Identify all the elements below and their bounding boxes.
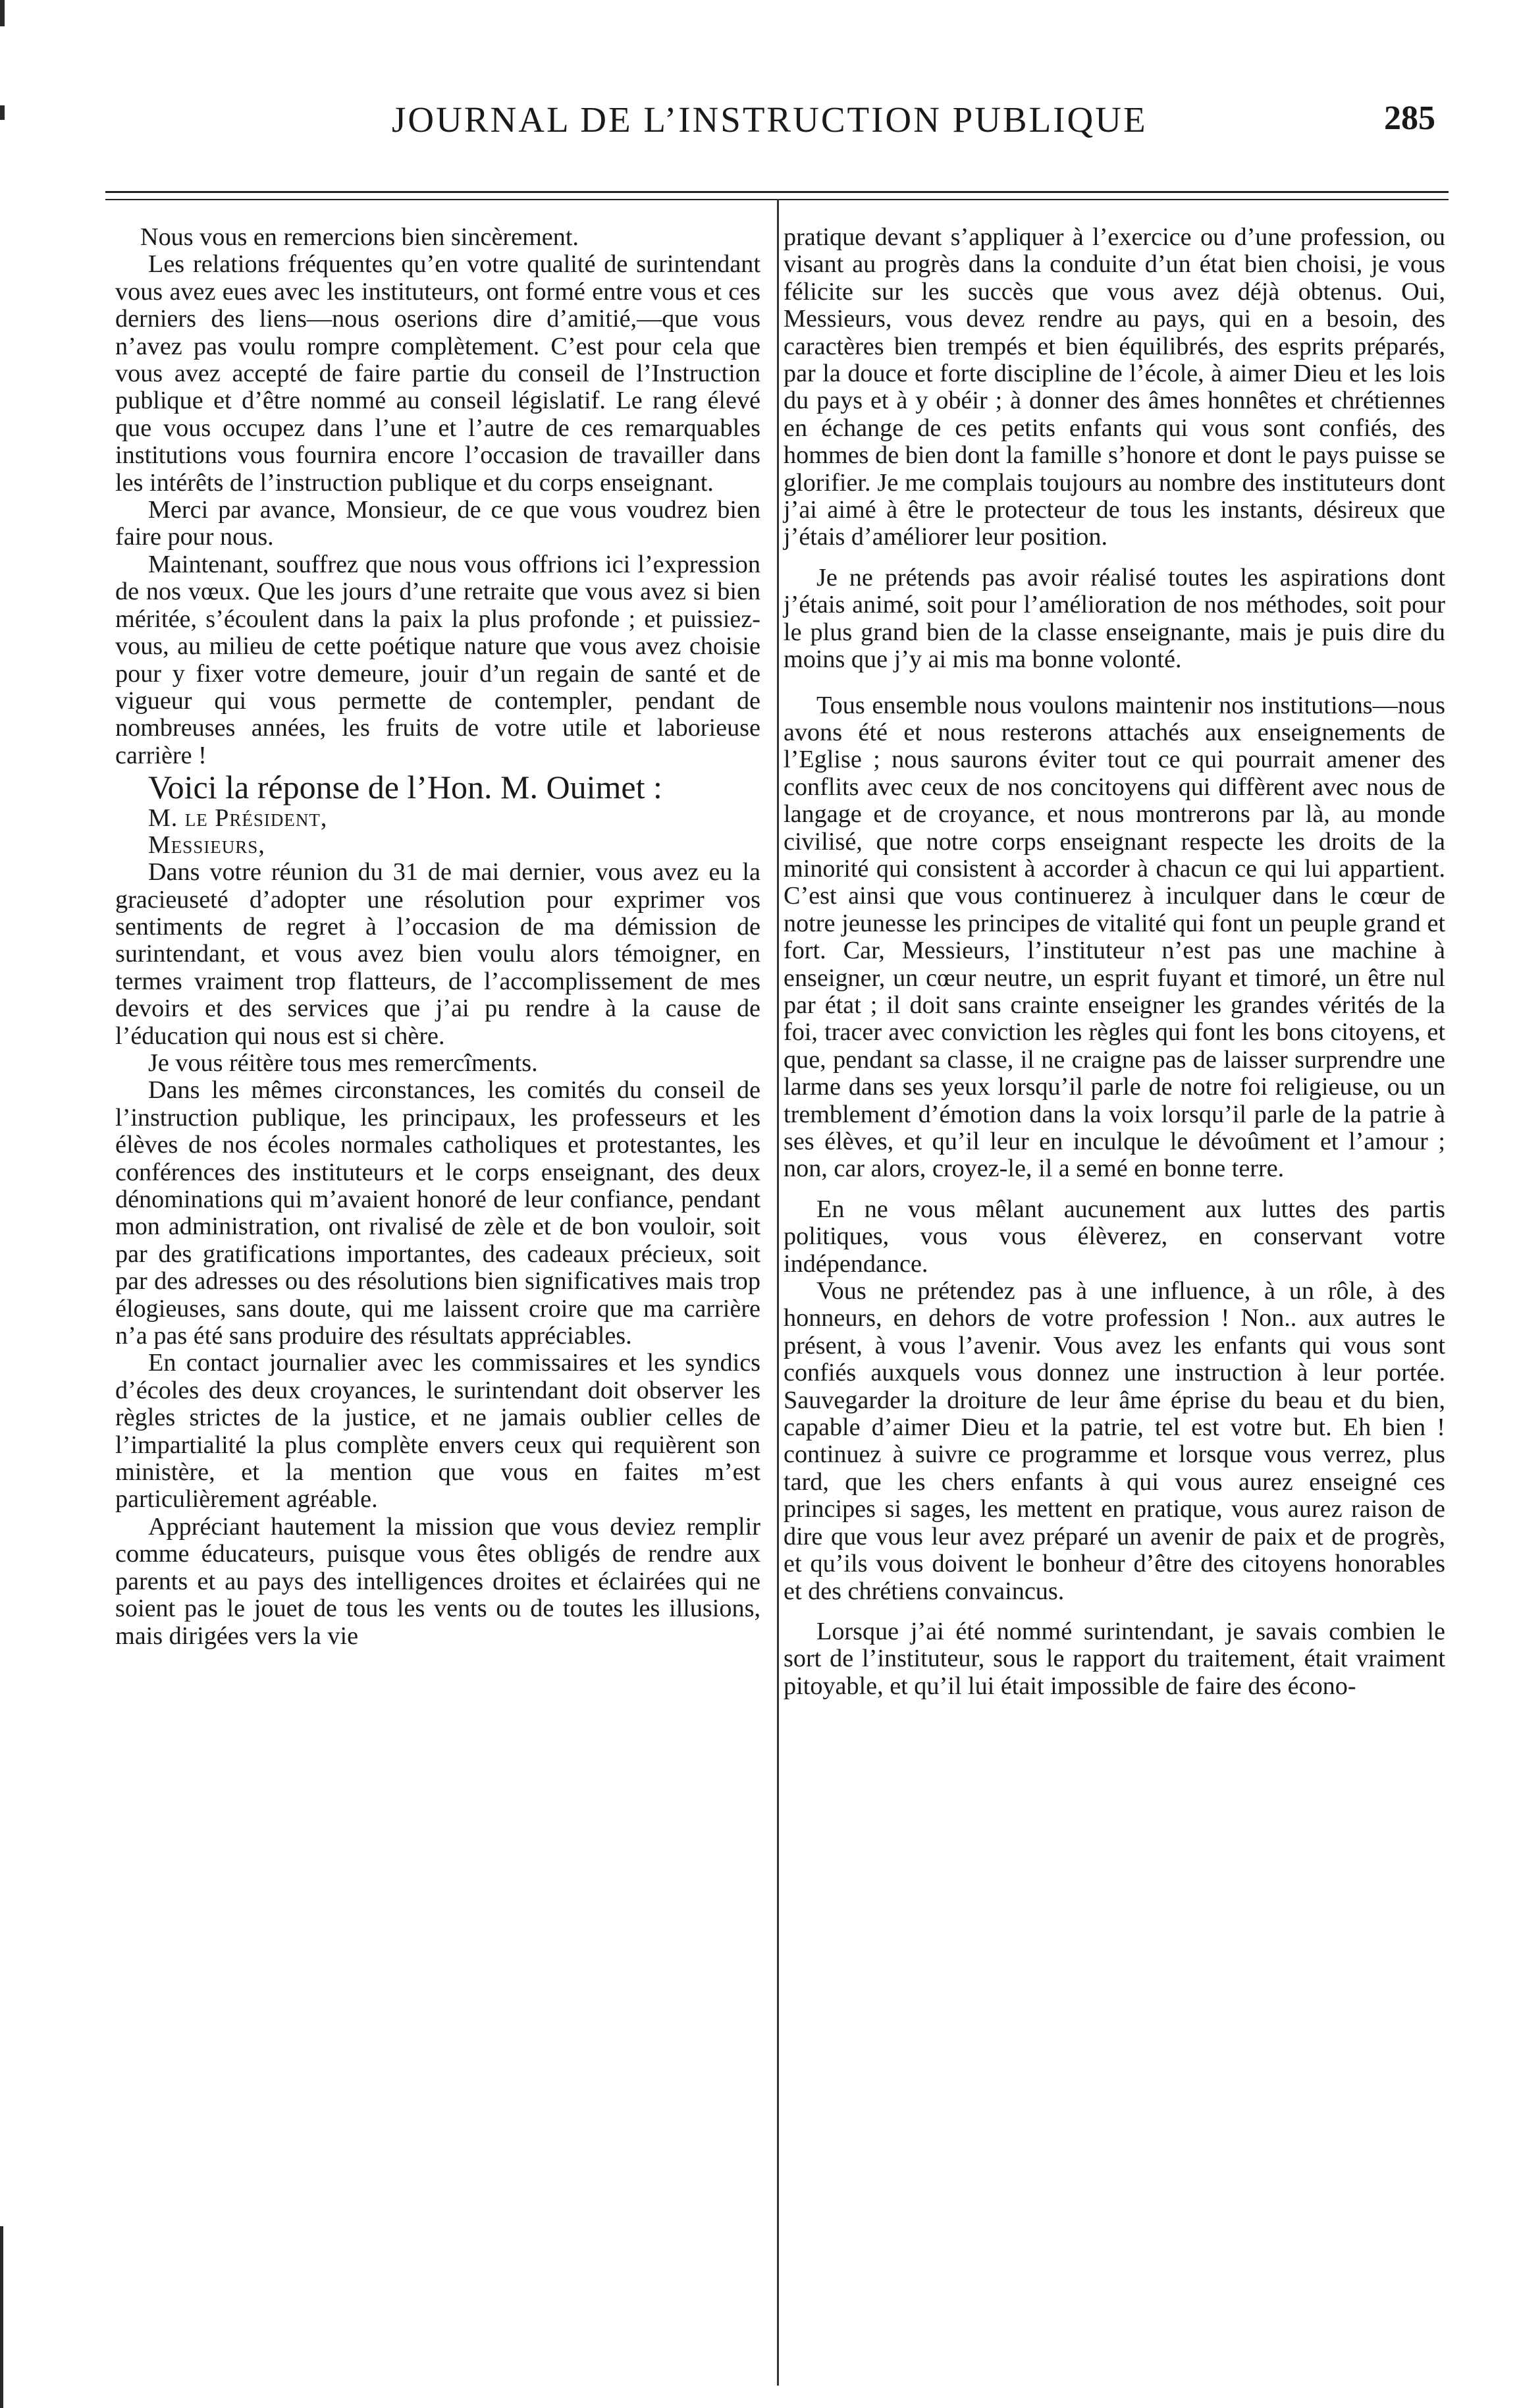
running-title: JOURNAL DE L’INSTRUCTION PUBLIQUE xyxy=(392,99,1148,140)
paragraph: Tous ensemble nous voulons maintenir nos institutions—nous avons été et nous resterons attachés aux enseignements de l’Eglise ; nous saurons éviter tout ce qui pourrait amener des conflits avec ceux de nos concitoyens qui diffèrent avec nous de langage et de croyance, et nous montrerons par là, au monde civilisé, que notre corps enseignant respecte les droits de la minorité qui consistent à accorder à chacun ce qui lui appartient. C’est ainsi que vous continuerez à inculquer dans le cœur de notre jeunesse les principes de vitalité qui font un peuple grand et fort. Car, Messieurs, l’instituteur n’est pas une machine à enseigner, un cœur neutre, un esprit fuyant et timoré, un être nul par état ; il doit sans crainte enseigner les grandes vérités de la foi, tracer avec conviction les règles qui font les bons citoyens, et que, pendant sa classe, il ne craigne pas de laisser surprendre une larme dans ses yeux lorsqu’il parle de notre foi religieuse, ou un tremblement d’émotion dans la voix lorsqu’il parle de la patrie à ses élèves, et qu’il leur en inculque le dévoûment et l’amour ; non, car alors, croyez-le, il a semé en bonne terre. xyxy=(784,691,1445,1183)
paragraph: Dans votre réunion du 31 de mai dernier, vous avez eu la gracieuseté d’adopter une résolution pour exprimer vos sentiments de regret à l’occasion de ma démission de surintendant, et vous avez bien voulu alors témoigner, en termes vraiment trop flatteurs, de l’accomplissement de mes devoirs et des services que j’ai pu rendre à la cause de l’éducation qui nous est si chère. xyxy=(115,858,760,1050)
scan-edge-mark xyxy=(0,0,5,26)
header-rule-top xyxy=(105,191,1449,193)
paragraph: En ne vous mêlant aucunement aux luttes des partis politiques, vous vous élèverez, en conservant votre indépendance. xyxy=(784,1195,1445,1278)
paragraph: Je vous réitère tous mes remercîments. xyxy=(148,1049,538,1077)
paragraph: Lorsque j’ai été nommé surintendant, je savais combien le sort de l’instituteur, sous le rapport du traitement, était vraiment pitoyable, et qu’il lui était impossible de faire des écono- xyxy=(784,1617,1445,1700)
paragraph: Je ne prétends pas avoir réalisé toutes les aspirations dont j’étais animé, soit pour l’amélioration de nos méthodes, soit pour le plus grand bien de la classe enseignante, mais je puis dire du moins que j’y ai mis ma bonne volonté. xyxy=(784,563,1445,674)
paragraph: Dans les mêmes circonstances, les comités du conseil de l’instruction publique, les principaux, les professeurs et les élèves de nos écoles normales catholiques et protestantes, les conférences des instituteurs et le corps enseignant, des deux dénominations qui m’avaient honoré de leur confiance, pendant mon administration, ont rivalisé de zèle et de bon vouloir, soit par des gratifications importantes, des cadeaux précieux, soit par des adresses ou des résolutions bien significatives mais trop élogieuses, sans doute, qui me laissent croire que ma carrière n’a pas été sans produire des résultats appréciables. xyxy=(115,1076,760,1350)
paragraph: En contact journalier avec les commissaires et les syndics d’écoles des deux croyances, le surintendant doit observer les règles strictes de la justice, et ne jamais oublier celles de l’impartialité la plus complète envers ceux qui requièrent son ministère, et la mention que vous en faites m’est particulièrement agréable. xyxy=(115,1349,760,1514)
section-heading: Voici la réponse de l’Hon. M. Ouimet : xyxy=(148,769,662,806)
paragraph: Maintenant, souffrez que nous vous offrions ici l’expression de nos vœux. Que les jours d’une retraite que vous avez si bien méritée, s’écoulent dans la paix la plus profonde ; et puissiez-vous, au milieu de cette poétique nature que vous avez choisie pour y fixer votre demeure, jouir d’un regain de santé et de vigueur qui vous permette de contempler, pendant de nombreuses années, les fruits de votre utile et laborieuse carrière ! xyxy=(115,550,760,769)
salutation-messieurs: Messieurs, xyxy=(148,831,265,860)
page-header xyxy=(105,99,1449,158)
paragraph: Les relations fréquentes qu’en votre qualité de surintendant vous avez eues avec les instituteurs, ont formé entre vous et ces derniers des liens—nous oserions dire d’amitié,—que vous n’avez pas voulu rompre complètement. C’est pour cela que vous avez accepté de faire partie du conseil de l’Instruction publique et d’être nommé au conseil législatif. Le rang élevé que vous occupez dans l’une et l’autre de ces remarquables institutions vous fournira encore l’occasion de travailler dans les intérêts de l’instruction publique et du corps enseignant. xyxy=(115,250,760,497)
paragraph: Appréciant hautement la mission que vous deviez remplir comme éducateurs, puisque vous êtes obligés de rendre aux parents et au pays des intelligences droites et éclairées qui ne soient pas le jouet de tous les vents ou de toutes les illusions, mais dirigées vers la vie xyxy=(115,1512,760,1650)
right-column xyxy=(784,224,1445,1700)
paragraph: pratique devant s’appliquer à l’exercice ou d’une profession, ou visant au progrès dans la conduite d’un état bien choisi, je vous félicite sur les succès que vous avez déjà obtenus. Oui, Messieurs, vous devez rendre au pays, qui en a besoin, des caractères bien trempés et bien équilibrés, des esprits préparés, par la douce et forte discipline de l’école, à aimer Dieu et les lois du pays et à y obéir ; à donner des âmes honnêtes et chrétiennes en échange de ces petits enfants qui vous sont confiés, des hommes de bien dont la famille s’honore et dont le pays puisse se glorifier. Je me complais toujours au nombre des instituteurs dont j’ai aimé à être le protecteur de tous les instants, désireux que j’étais d’améliorer leur position. xyxy=(784,223,1445,551)
paragraph: Vous ne prétendez pas à une influence, à un rôle, à des honneurs, en dehors de votre profession ! Non.. aux autres le présent, à vous l’avenir. Vous avez les enfants qui vous sont confiés auxquels vous donnez une instruction à leur portée. Sauvegarder la droiture de leur âme éprise du beau et du bien, capable d’aimer Dieu et la patrie, tel est votre but. Eh bien ! continuez à suivre ce programme et lorsque vous verrez, plus tard, que les chers enfants à qui vous aurez enseigné ces principes si sages, les mettent en pratique, vous aurez raison de dire que vous leur avez préparé un avenir de paix et de progrès, et qu’ils vous doivent le bonheur d’être des citoyens honorables et des chrétiens convaincus. xyxy=(784,1277,1445,1605)
paragraph: Merci par avance, Monsieur, de ce que vous voudrez bien faire pour nous. xyxy=(115,496,760,551)
page-number: 285 xyxy=(1384,99,1435,137)
paragraph: Nous vous en remercions bien sincèrement. xyxy=(140,223,579,251)
scan-edge-mark xyxy=(0,2226,3,2408)
left-column xyxy=(115,224,760,1650)
column-divider xyxy=(777,199,779,2386)
salutation-president: M. le Président, xyxy=(148,804,328,833)
scan-edge-mark xyxy=(0,105,5,120)
